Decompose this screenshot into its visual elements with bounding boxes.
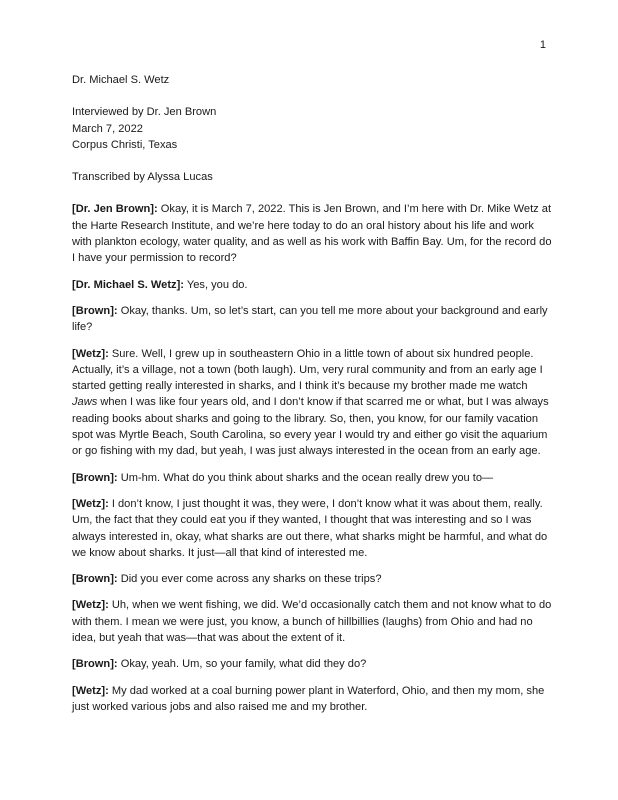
transcript-paragraph bbox=[72, 470, 554, 486]
speech-text: Okay, yeah. Um, so your family, what did they do? bbox=[117, 658, 367, 671]
speaker-label: [Brown]: bbox=[72, 573, 118, 586]
speaker-label: [Wetz]: bbox=[72, 599, 109, 612]
speech-text: Um-hm. What do you think about sharks and the ocean really drew you to— bbox=[117, 471, 494, 484]
speaker-label: [Dr. Michael S. Wetz]: bbox=[72, 278, 184, 291]
speech-text: Okay, it is March 7, 2022. This is Jen Brown, and I’m here with Dr. Mike Wetz at the Harte Research Institute, and we’re here today to do an oral history about his life and work with plankton ecology, water quality, and as well as his work with Baffin Bay. Um, for the record do I have your permission to record? bbox=[72, 203, 552, 265]
transcript-paragraph bbox=[72, 303, 554, 336]
transcript-paragraph bbox=[72, 571, 554, 587]
page-number: 1 bbox=[539, 39, 546, 51]
speaker-label: [Dr. Jen Brown]: bbox=[72, 203, 158, 216]
speech-text: when I was like four years old, and I don’t know if that scarred me or what, but I was always reading books about sharks and going to the library. So, then, you know, for our family vacation spot was Myrtle Beach, South Carolina, so every year I would try and either go visit the aquarium or go fishing with my dad, but yeah, I was just always interested in the ocean from an early age. bbox=[72, 396, 549, 458]
transcript-paragraph bbox=[72, 597, 554, 646]
transcript-paragraph bbox=[72, 277, 554, 293]
speech-text: I don’t know, I just thought it was, they were, I don’t know what it was about them, really. Um, the fact that they could eat you if they wanted, I thought that was interesting and so I was always interested in, okay, what sharks are out there, what sharks might be harmful, and what do we know about sharks. It just—all that kind of interested me. bbox=[72, 497, 548, 559]
speaker-label: [Brown]: bbox=[72, 471, 118, 484]
speech-text: Did you ever come across any sharks on these trips? bbox=[117, 573, 382, 586]
interviewer-line: Interviewed by Dr. Jen Brown bbox=[72, 106, 217, 119]
speech-text: Uh, when we went fishing, we did. We’d occasionally catch them and not know what to do with them. I mean we were just, you know, a bunch of hillbillies (laughs) from Ohio and had no idea, but yeah that was—that was about the extent of it. bbox=[72, 599, 552, 645]
interview-location: Corpus Christi, Texas bbox=[72, 138, 178, 151]
transcript-paragraph bbox=[72, 496, 554, 561]
transcript-content bbox=[72, 72, 554, 725]
speech-text: My dad worked at a coal burning power plant in Waterford, Ohio, and then my mom, she just worked various jobs and also raised me and my brother. bbox=[72, 684, 545, 713]
transcript-header bbox=[72, 72, 554, 201]
transcript-paragraph bbox=[72, 683, 554, 716]
transcriber-line: Transcribed by Alyssa Lucas bbox=[72, 171, 213, 184]
transcript-paragraph bbox=[72, 656, 554, 672]
subject-name: Dr. Michael S. Wetz bbox=[72, 74, 170, 86]
speaker-label: [Brown]: bbox=[72, 304, 118, 317]
transcript-paragraph bbox=[72, 346, 554, 460]
speaker-label: [Wetz]: bbox=[72, 347, 109, 360]
transcript-paragraph bbox=[72, 201, 554, 266]
interview-date: March 7, 2022 bbox=[72, 122, 143, 135]
speech-text: Sure. Well, I grew up in southeastern Ohio in a little town of about six hundred people. Actually, it’s a village, not a town (both laugh). Um, very rural community and from an early age I started getting really interested in sharks, and I think it’s because my brother made me watch bbox=[72, 347, 543, 393]
speaker-label: [Wetz]: bbox=[72, 684, 109, 697]
speech-text: Okay, thanks. Um, so let’s start, can you tell me more about your background and early life? bbox=[72, 304, 548, 334]
film-title: Jaws bbox=[72, 396, 98, 409]
speaker-label: [Brown]: bbox=[72, 658, 118, 671]
speaker-label: [Wetz]: bbox=[72, 497, 109, 510]
speech-text: Yes, you do. bbox=[183, 278, 248, 291]
